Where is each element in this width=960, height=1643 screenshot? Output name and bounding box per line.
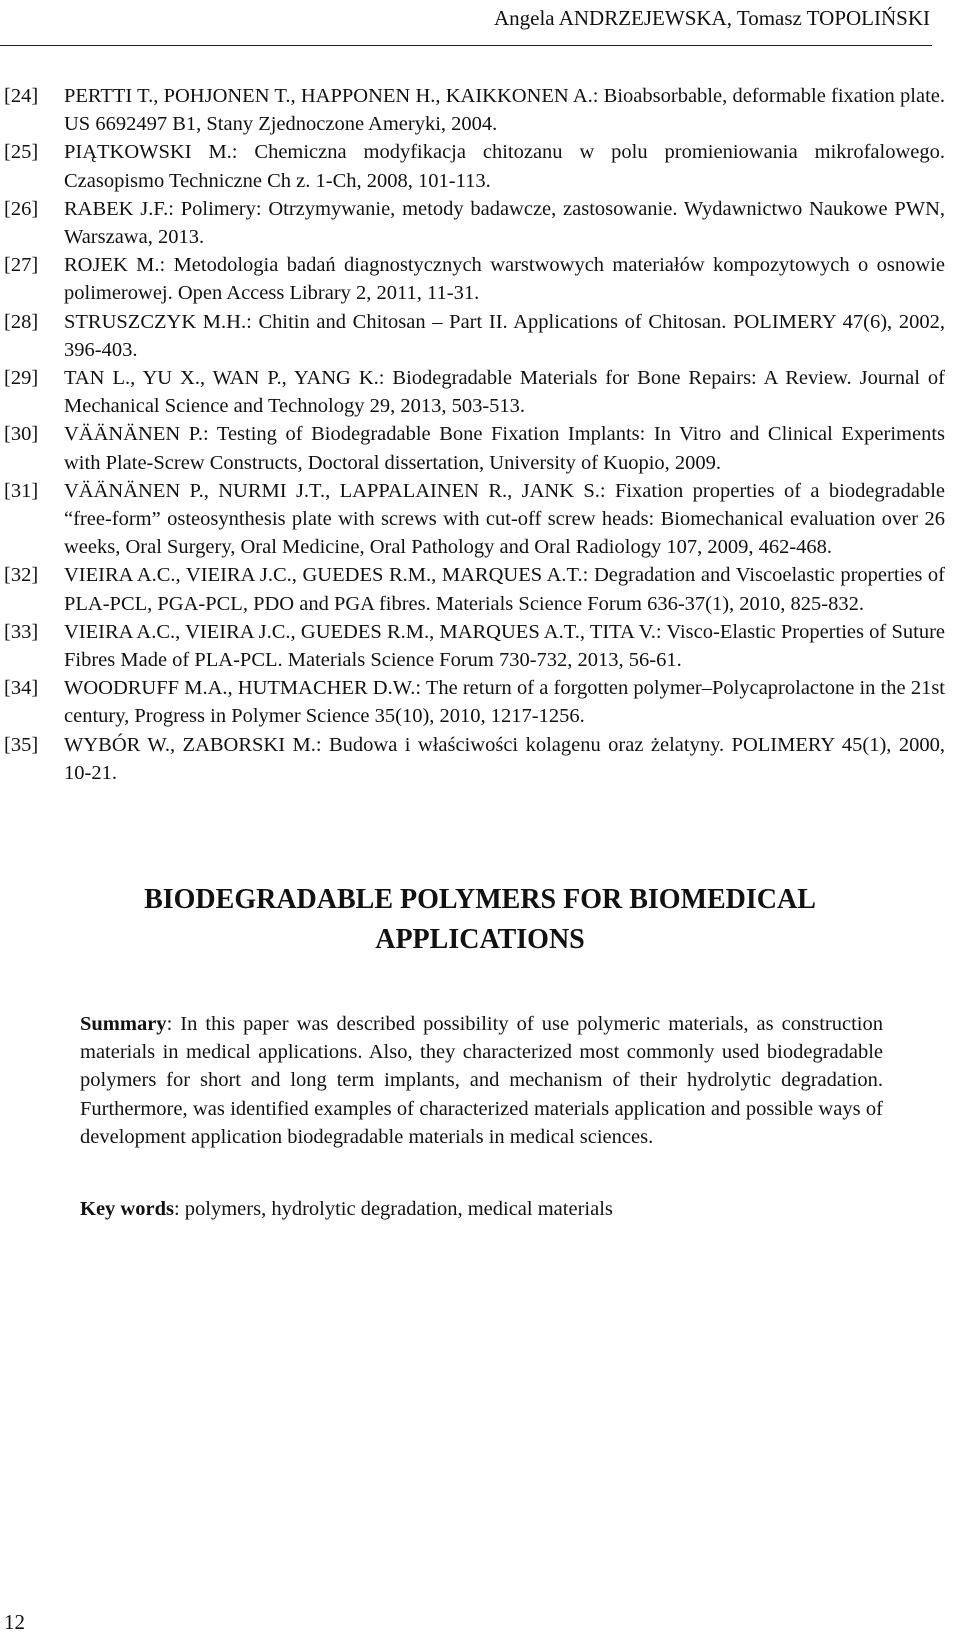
reference-item — [0, 82, 945, 138]
reference-item — [0, 674, 945, 730]
keywords-label: Key words — [80, 1198, 174, 1220]
reference-text: RABEK J.F.: Polimery: Otrzymywanie, metody badawcze, zastosowanie. Wydawnictwo Naukowe PWN, Warszawa, 2013. — [64, 197, 945, 249]
reference-number: [32] — [4, 564, 39, 587]
reference-item — [0, 364, 945, 420]
reference-text: STRUSZCZYK M.H.: Chitin and Chitosan – Part II. Applications of Chitosan. POLIMERY 47(6), 2002, 396-403. — [64, 310, 945, 361]
reference-item — [0, 731, 945, 787]
reference-text: VÄÄNÄNEN P.: Testing of Biodegradable Bone Fixation Implants: In Vitro and Clinical Experiments with Plate-Screw Constructs, Doctoral dissertation, University of Kuopio, 2009. — [64, 423, 945, 474]
reference-text: WYBÓR W., ZABORSKI M.: Budowa i właściwości kolagenu oraz żelatyny. POLIMERY 45(1), 2000, 10-21. — [64, 733, 945, 784]
reference-number: [29] — [4, 367, 39, 390]
reference-text: VIEIRA A.C., VIEIRA J.C., GUEDES R.M., MARQUES A.T., TITA V.: Visco-Elastic Properties of Suture Fibres Made of PLA-PCL. Materials Science Forum 730-732, 2013, 56-61. — [64, 620, 945, 672]
reference-number: [30] — [4, 423, 39, 446]
reference-number: [25] — [4, 141, 39, 164]
reference-item — [0, 477, 945, 562]
reference-item — [0, 138, 945, 194]
reference-text: ROJEK M.: Metodologia badań diagnostycznych warstwowych materiałów kompozytowych o osnowie polimerowej. Open Access Library 2, 2011, 11-31. — [64, 254, 945, 305]
reference-number: [33] — [4, 620, 39, 643]
summary-paragraph — [80, 1010, 883, 1151]
page-number: 12 — [4, 1610, 25, 1634]
reference-text: WOODRUFF M.A., HUTMACHER D.W.: The return of a forgotten polymer–Polycaprolactone in the 21st century, Progress in Polymer Science 35(10), 2010, 1217-1256. — [64, 677, 945, 728]
reference-number: [34] — [4, 677, 39, 700]
reference-text: PIĄTKOWSKI M.: Chemiczna modyfikacja chitozanu w polu promieniowania mikrofalowego. Czasopismo Techniczne Ch z. 1-Ch, 2008, 101-113. — [64, 141, 945, 192]
reference-text: VIEIRA A.C., VIEIRA J.C., GUEDES R.M., MARQUES A.T.: Degradation and Viscoelastic properties of PLA-PCL, PGA-PCL, PDO and PGA fibres. Materials Science Forum 636-37(1), 2010, 825-832. — [64, 564, 945, 615]
reference-item — [0, 618, 945, 674]
reference-list — [0, 82, 945, 787]
summary-label: Summary — [80, 1013, 167, 1035]
reference-number: [24] — [4, 85, 39, 107]
reference-item — [0, 195, 945, 251]
keywords-line — [80, 1195, 883, 1223]
reference-item — [0, 308, 945, 364]
english-title: BIODEGRADABLE POLYMERS FOR BIOMEDICAL APPLICATIONS — [144, 884, 816, 955]
reference-text: PERTTI T., POHJONEN T., HAPPONEN H., KAIKKONEN A.: Bioabsorbable, deformable fixation plate. US 6692497 B1, Stany Zjednoczone Ameryki, 2004. — [64, 85, 945, 136]
reference-number: [26] — [4, 197, 39, 220]
header-rule — [0, 45, 932, 46]
running-header: Angela ANDRZEJEWSKA, Tomasz TOPOLIŃSKI — [493, 6, 930, 30]
reference-number: [28] — [4, 310, 39, 333]
reference-text: TAN L., YU X., WAN P., YANG K.: Biodegradable Materials for Bone Repairs: A Review. Journal of Mechanical Science and Technology 29, 2013, 503-513. — [64, 367, 945, 418]
reference-item — [0, 251, 945, 307]
reference-number: [31] — [4, 479, 39, 502]
reference-item — [0, 420, 945, 476]
reference-item — [0, 561, 945, 617]
reference-text: VÄÄNÄNEN P., NURMI J.T., LAPPALAINEN R., JANK S.: Fixation properties of a biodegradable “free-form” osteosynthesis plate with screws with cut-off screw heads: Biomechanical evaluation over 26 weeks, Oral Surgery, Oral Medicine, Oral Pathology and Oral Radiology 107, 2009, 462-468. — [64, 479, 945, 559]
keywords-text: : polymers, hydrolytic degradation, medical materials — [173, 1198, 613, 1220]
reference-number: [27] — [4, 254, 39, 277]
summary-text: : In this paper was described possibility of use polymeric materials, as construction materials in medical applications. Also, they characterized most commonly used biodegradable polymers for short and long term implants, and mechanism of their hydrolytic degradation. Furthermore, was identified examples of characterized materials application and possible ways of development application biodegradable materials in medical sciences. — [80, 1013, 883, 1148]
reference-number: [35] — [4, 733, 39, 756]
